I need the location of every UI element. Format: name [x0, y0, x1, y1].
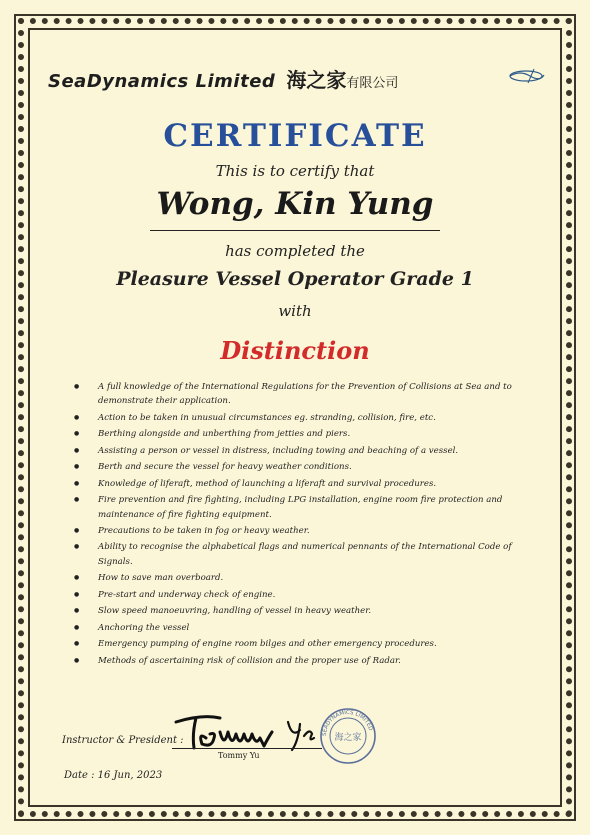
list-item: ● Berth and secure the vessel for heavy weather conditions.: [70, 460, 520, 474]
list-item: ● Precautions to be taken in fog or heavy weather.: [70, 524, 520, 538]
list-item: ● Knowledge of liferaft, method of launching a liferaft and survival procedures.: [70, 477, 520, 491]
certify-text: This is to certify that: [215, 162, 375, 180]
list-item: ● How to save man overboard.: [70, 571, 520, 585]
company-header: [48, 64, 548, 94]
company-name-cn-suffix: 有限公司: [346, 76, 399, 91]
instructor-label: Instructor & President :: [62, 735, 184, 746]
company-seal-stamp: [318, 706, 378, 770]
signatory-name: Tommy Yu: [218, 751, 260, 760]
list-item: ● Assisting a person or vessel in distress, including towing and beaching of a vessel.: [70, 444, 520, 458]
issue-date: Date : 16 Jun, 2023: [64, 770, 163, 781]
list-item: ● Fire prevention and fire fighting, including LPG installation, engine room fire protection and maintenance of fire fighting equipment.: [70, 493, 520, 522]
grade-distinction: Distinction: [220, 336, 370, 365]
wave-logo-icon: [506, 66, 546, 90]
list-item: ● Pre-start and underway check of engine.: [70, 588, 520, 602]
company-name-en: SeaDynamics Limited: [48, 71, 276, 92]
list-item: ● Slow speed manoeuvring, handling of vessel in heavy weather.: [70, 604, 520, 618]
list-item: ● Action to be taken in unusual circumstances eg. stranding, collision, fire, etc.: [70, 411, 520, 425]
svg-text:海之家: 海之家: [334, 733, 362, 743]
name-underline: [150, 230, 440, 231]
list-item: ● Anchoring the vessel: [70, 621, 520, 635]
certificate-title: CERTIFICATE: [163, 118, 427, 154]
list-item: ● Ability to recognise the alphabetical flags and numerical pennants of the International Code of Signals.: [70, 540, 520, 569]
competency-list: [70, 380, 520, 670]
list-item: ● Methods of ascertaining risk of collision and the proper use of Radar.: [70, 654, 520, 668]
with-text: with: [278, 302, 312, 320]
company-name-cn: 海之家: [286, 68, 347, 92]
recipient-name: Wong, Kin Yung: [156, 186, 434, 222]
svg-text:SEADYNAMICS LIMITED: SEADYNAMICS LIMITED: [321, 709, 374, 737]
list-item: ● Emergency pumping of engine room bilges and other emergency procedures.: [70, 637, 520, 651]
course-name: Pleasure Vessel Operator Grade 1: [116, 268, 474, 290]
list-item: ● A full knowledge of the International Regulations for the Prevention of Collisions at Sea and to demonstrate their application.: [70, 380, 520, 409]
signature-line: [172, 748, 322, 749]
completed-text: has completed the: [225, 242, 365, 260]
list-item: ● Berthing alongside and unberthing from jetties and piers.: [70, 427, 520, 441]
